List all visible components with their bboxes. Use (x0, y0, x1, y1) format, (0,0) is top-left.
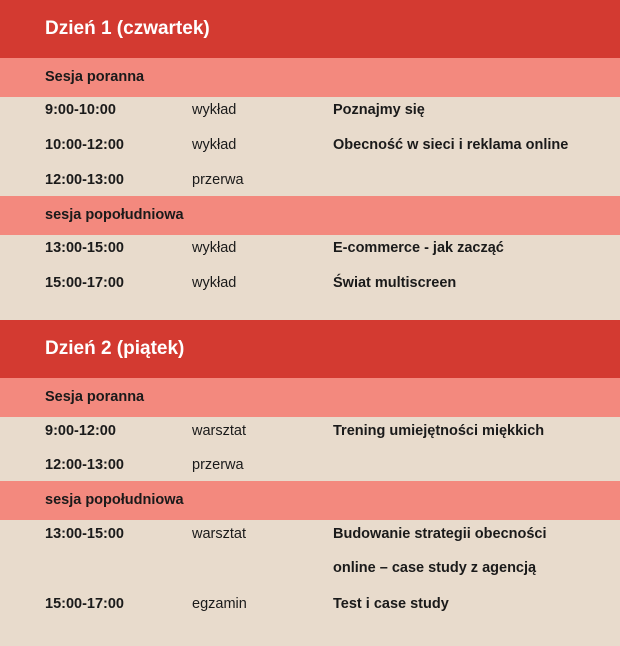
row-type: przerwa (192, 172, 244, 188)
row-time: 9:00-10:00 (45, 102, 116, 118)
table-row (0, 414, 620, 448)
row-time: 10:00-12:00 (45, 137, 124, 153)
row-time: 13:00-15:00 (45, 526, 124, 542)
day-1-morning-session-header: Sesja poranna (0, 58, 620, 97)
table-row (0, 266, 620, 300)
row-type: egzamin (192, 596, 247, 612)
row-time: 12:00-13:00 (45, 172, 124, 188)
row-type: wykład (192, 137, 237, 153)
row-type: warsztat (192, 423, 246, 439)
row-title: Świat multiscreen (333, 275, 457, 291)
table-row (0, 517, 620, 585)
row-title-continuation: online – case study z agencją (333, 560, 537, 576)
row-title: Test i case study (333, 596, 449, 612)
table-row (0, 448, 620, 482)
row-time: 9:00-12:00 (45, 423, 116, 439)
row-type: wykład (192, 275, 237, 291)
row-type: wykład (192, 102, 237, 118)
row-time: 12:00-13:00 (45, 457, 124, 473)
row-type: wykład (192, 240, 237, 256)
table-row (0, 231, 620, 265)
day-1-header: Dzień 1 (czwartek) (0, 0, 620, 58)
row-title: Obecność w sieci i reklama online (333, 137, 569, 153)
day-2-afternoon-session-header: sesja popołudniowa (0, 481, 620, 520)
day-2-morning-session-header: Sesja poranna (0, 378, 620, 417)
row-time: 13:00-15:00 (45, 240, 124, 256)
row-title: Budowanie strategii obecności (333, 526, 547, 542)
table-row (0, 128, 620, 162)
day-1-afternoon-session-header: sesja popołudniowa (0, 196, 620, 235)
row-title: E-commerce - jak zacząć (333, 240, 504, 256)
day-2-header: Dzień 2 (piątek) (0, 320, 620, 378)
table-row (0, 163, 620, 197)
row-time: 15:00-17:00 (45, 596, 124, 612)
table-row (0, 587, 620, 621)
table-row (0, 93, 620, 127)
row-title: Poznajmy się (333, 102, 425, 118)
row-type: warsztat (192, 526, 246, 542)
row-title: Trening umiejętności miękkich (333, 423, 545, 439)
row-time: 15:00-17:00 (45, 275, 124, 291)
row-type: przerwa (192, 457, 244, 473)
